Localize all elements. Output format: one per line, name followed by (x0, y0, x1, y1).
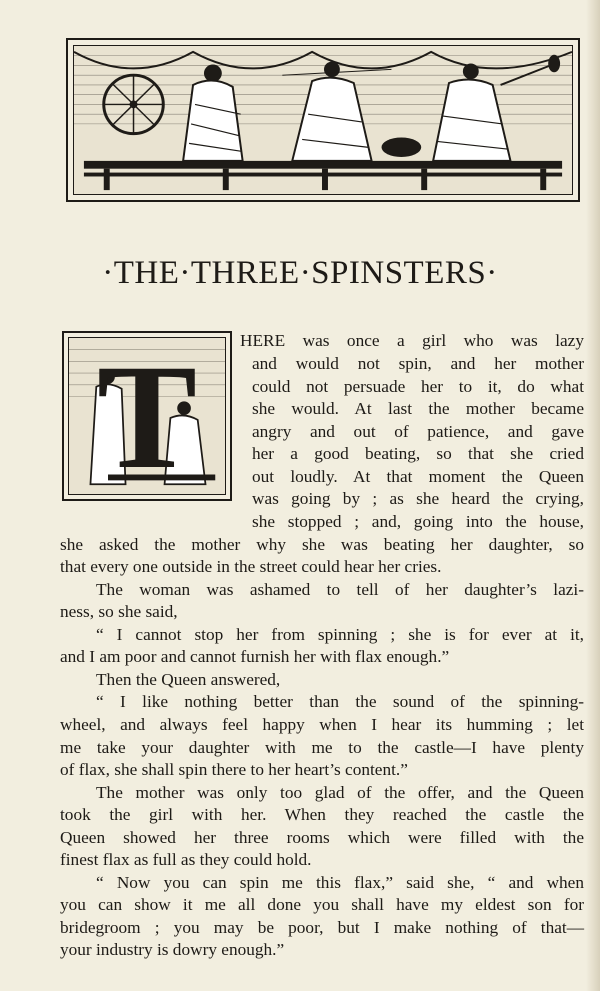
text-line: finest flax as full as they could hold. (60, 850, 312, 869)
text-line: “ I like nothing better than the sound of the spinning- (96, 692, 584, 711)
text-line: bridegroom ; you may be poor, but I make nothing of that— (60, 918, 584, 937)
page-edge (586, 0, 600, 991)
text-line: angry and out of patience, and gave (252, 422, 584, 441)
text-line: she would. At last the mother became (252, 399, 584, 418)
text-line: Then the Queen answered, (96, 670, 281, 689)
text-line: Queen showed her three rooms which were filled with the (60, 828, 584, 847)
text-line: your industry is dowry enough.” (60, 940, 285, 959)
text-line: was going by ; as she heard the crying, (252, 489, 584, 508)
text-line: could not persuade her to it, do what (252, 377, 584, 396)
text-line: ness, so she said, (60, 602, 178, 621)
page-title: ·THE·THREE·SPINSTERS· (102, 255, 498, 291)
text-line: that every one outside in the street could hear her cries. (60, 557, 442, 576)
text-line: “ Now you can spin me this flax,” said she, “ and when (96, 873, 584, 892)
text-line: HERE was once a girl who was lazy (240, 331, 584, 350)
drop-cap-letter: T (96, 337, 198, 495)
headpiece-illustration (66, 38, 580, 202)
text-line: The woman was ashamed to tell of her daughter’s lazi- (96, 580, 584, 599)
text-line: out loudly. At that moment the Queen (252, 467, 584, 486)
text-line: and would not spin, and her mother (252, 354, 584, 373)
text-line: “ I cannot stop her from spinning ; she is for ever at it, (96, 625, 584, 644)
text-line: me take your daughter with me to the castle—I have plenty (60, 738, 584, 757)
text-line: you can show it me all done you shall have my eldest son for (60, 895, 584, 914)
text-line: of flax, she shall spin there to her heart’s content.” (60, 760, 408, 779)
text-line: she stopped ; and, going into the house, (252, 512, 584, 531)
text-line: her a good beating, so that she cried (252, 444, 584, 463)
drop-cap-illustration (62, 331, 232, 501)
text-line: The mother was only too glad of the offer, and the Queen (96, 783, 584, 802)
text-line: and I am poor and cannot furnish her with flax enough.” (60, 647, 450, 666)
text-line: wheel, and always feel happy when I hear its humming ; let (60, 715, 584, 734)
text-line: she asked the mother why she was beating her daughter, so (60, 535, 584, 554)
text-line: took the girl with her. When they reached the castle the (60, 805, 584, 824)
